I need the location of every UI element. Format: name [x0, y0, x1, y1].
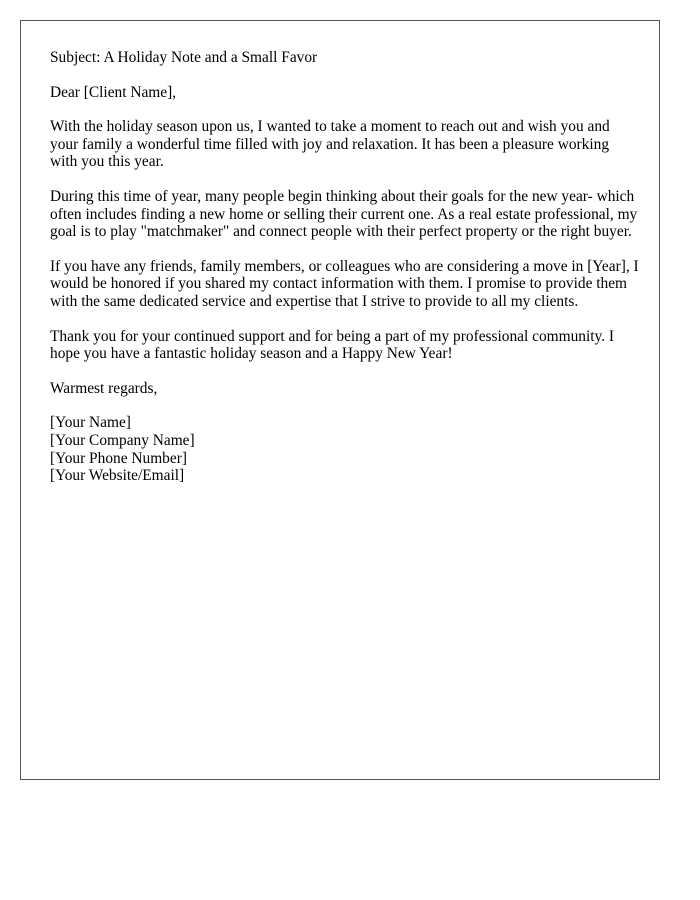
- letter-paragraph-3: If you have any friends, family members, or colleagues who are considering a move in [Year], I would be honored if you shared my contact information with them. I promise to provide them with the same dedicated service and expertise that I strive to provide to all my clients.: [50, 257, 639, 310]
- signature-phone: [Your Phone Number]: [50, 449, 187, 467]
- letter-paragraph-4: Thank you for your continued support and for being a part of my professional community. I hope you have a fantastic holiday season and a Happy New Year!: [50, 327, 615, 363]
- letter-closing: Warmest regards,: [50, 379, 158, 397]
- letter-subject: Subject: A Holiday Note and a Small Favor: [50, 49, 318, 66]
- signature-name: [Your Name]: [50, 414, 131, 432]
- letter-page: [20, 20, 660, 780]
- letter-content: [50, 49, 640, 485]
- signature-website-email: [Your Website/Email]: [50, 467, 185, 485]
- letter-paragraph-2: During this time of year, many people begin thinking about their goals for the new year- which often includes finding a new home or selling their current one. As a real estate professional, my goal is to play "matchmaker" and connect people with their perfect property or the right buyer.: [50, 187, 638, 241]
- letter-salutation: Dear [Client Name],: [50, 83, 177, 101]
- letter-paragraph-1: With the holiday season upon us, I wanted to take a moment to reach out and wish you and your family a wonderful time filled with joy and relaxation. It has been a pleasure working with you this year.: [50, 118, 610, 171]
- signature-block: [50, 414, 640, 484]
- signature-company: [Your Company Name]: [50, 431, 195, 449]
